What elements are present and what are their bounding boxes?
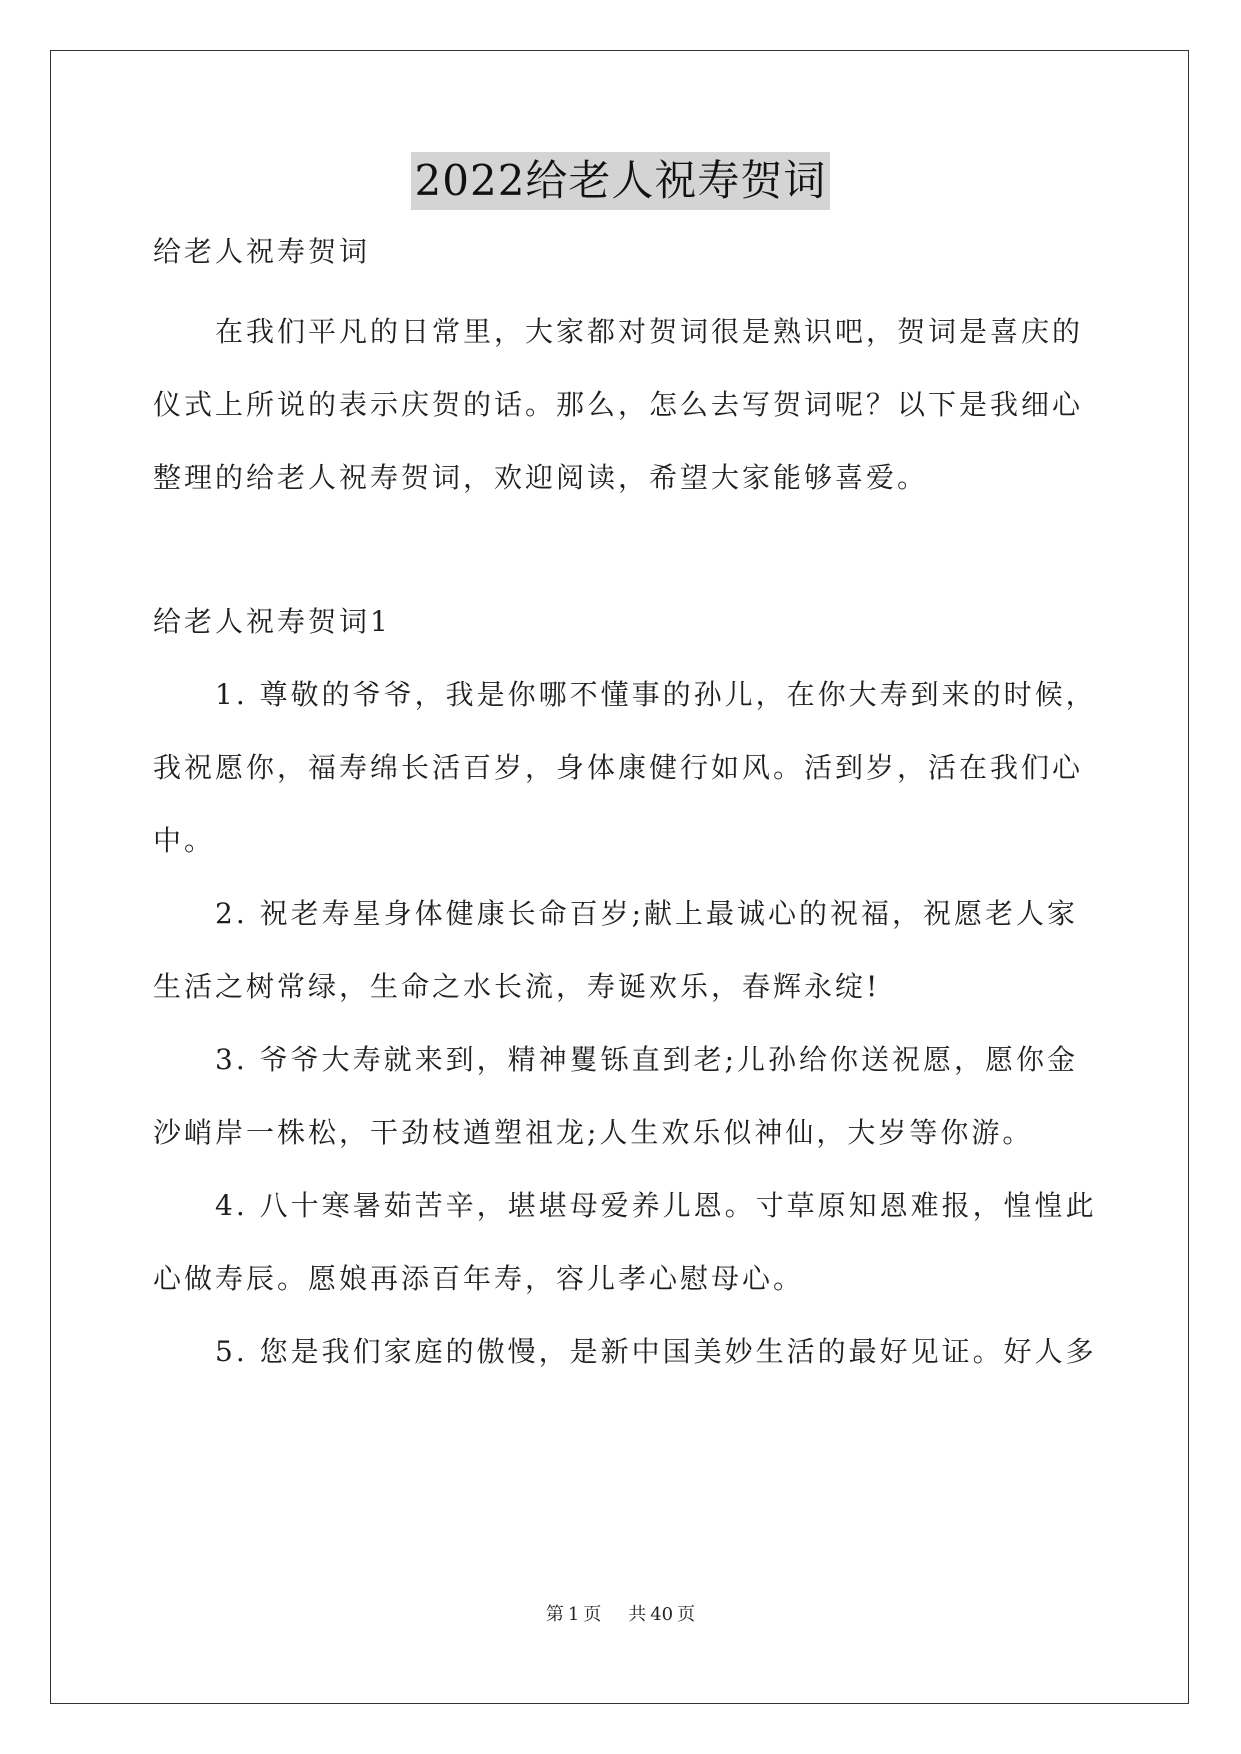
title-container (0, 152, 1241, 210)
subtitle: 给老人祝寿贺词 (153, 235, 371, 268)
intro-line: 在我们平凡的日常里，大家都对贺词很是熟识吧，贺词是喜庆的 (215, 315, 1084, 348)
item-line: 5. 您是我们家庭的傲慢，是新中国美妙生活的最好见证。好人多 (215, 1335, 1097, 1368)
item-line: 1. 尊敬的爷爷，我是你哪不懂事的孙儿，在你大寿到来的时候， (215, 678, 1097, 711)
page-footer (0, 1600, 1241, 1626)
document-title: 2022给老人祝寿贺词 (411, 152, 831, 210)
item-line: 我祝愿你，福寿绵长活百岁，身体康健行如风。活到岁，活在我们心 (153, 751, 1084, 784)
intro-line: 仪式上所说的表示庆贺的话。那么，怎么去写贺词呢？以下是我细心 (153, 388, 1084, 421)
total-pages: 40 (650, 1604, 674, 1625)
total-suffix: 页 (677, 1604, 696, 1625)
page-number: 1 (567, 1604, 580, 1625)
item-line: 中。 (153, 824, 216, 857)
item-line: 沙峭岸一株松，干劲枝遒塑祖龙;人生欢乐似神仙，大岁等你游。 (153, 1116, 1034, 1149)
page-border (50, 50, 1189, 1704)
item-line: 3. 爷爷大寿就来到，精神矍铄直到老;儿孙给你送祝愿，愿你金 (215, 1043, 1079, 1076)
page-suffix: 页 (583, 1604, 602, 1625)
total-prefix: 共 (628, 1604, 647, 1625)
page-prefix: 第 (545, 1604, 564, 1625)
item-line: 心做寿辰。愿娘再添百年寿，容儿孝心慰母心。 (153, 1262, 805, 1295)
section-heading: 给老人祝寿贺词1 (153, 605, 391, 638)
item-line: 2. 祝老寿星身体健康长命百岁;献上最诚心的祝福，祝愿老人家 (215, 897, 1079, 930)
item-line: 生活之树常绿，生命之水长流，寿诞欢乐，春辉永绽! (153, 970, 881, 1003)
item-line: 4. 八十寒暑茹苦辛，堪堪母爱养儿恩。寸草原知恩难报，惶惶此 (215, 1189, 1097, 1222)
intro-line: 整理的给老人祝寿贺词，欢迎阅读，希望大家能够喜爱。 (153, 461, 929, 494)
